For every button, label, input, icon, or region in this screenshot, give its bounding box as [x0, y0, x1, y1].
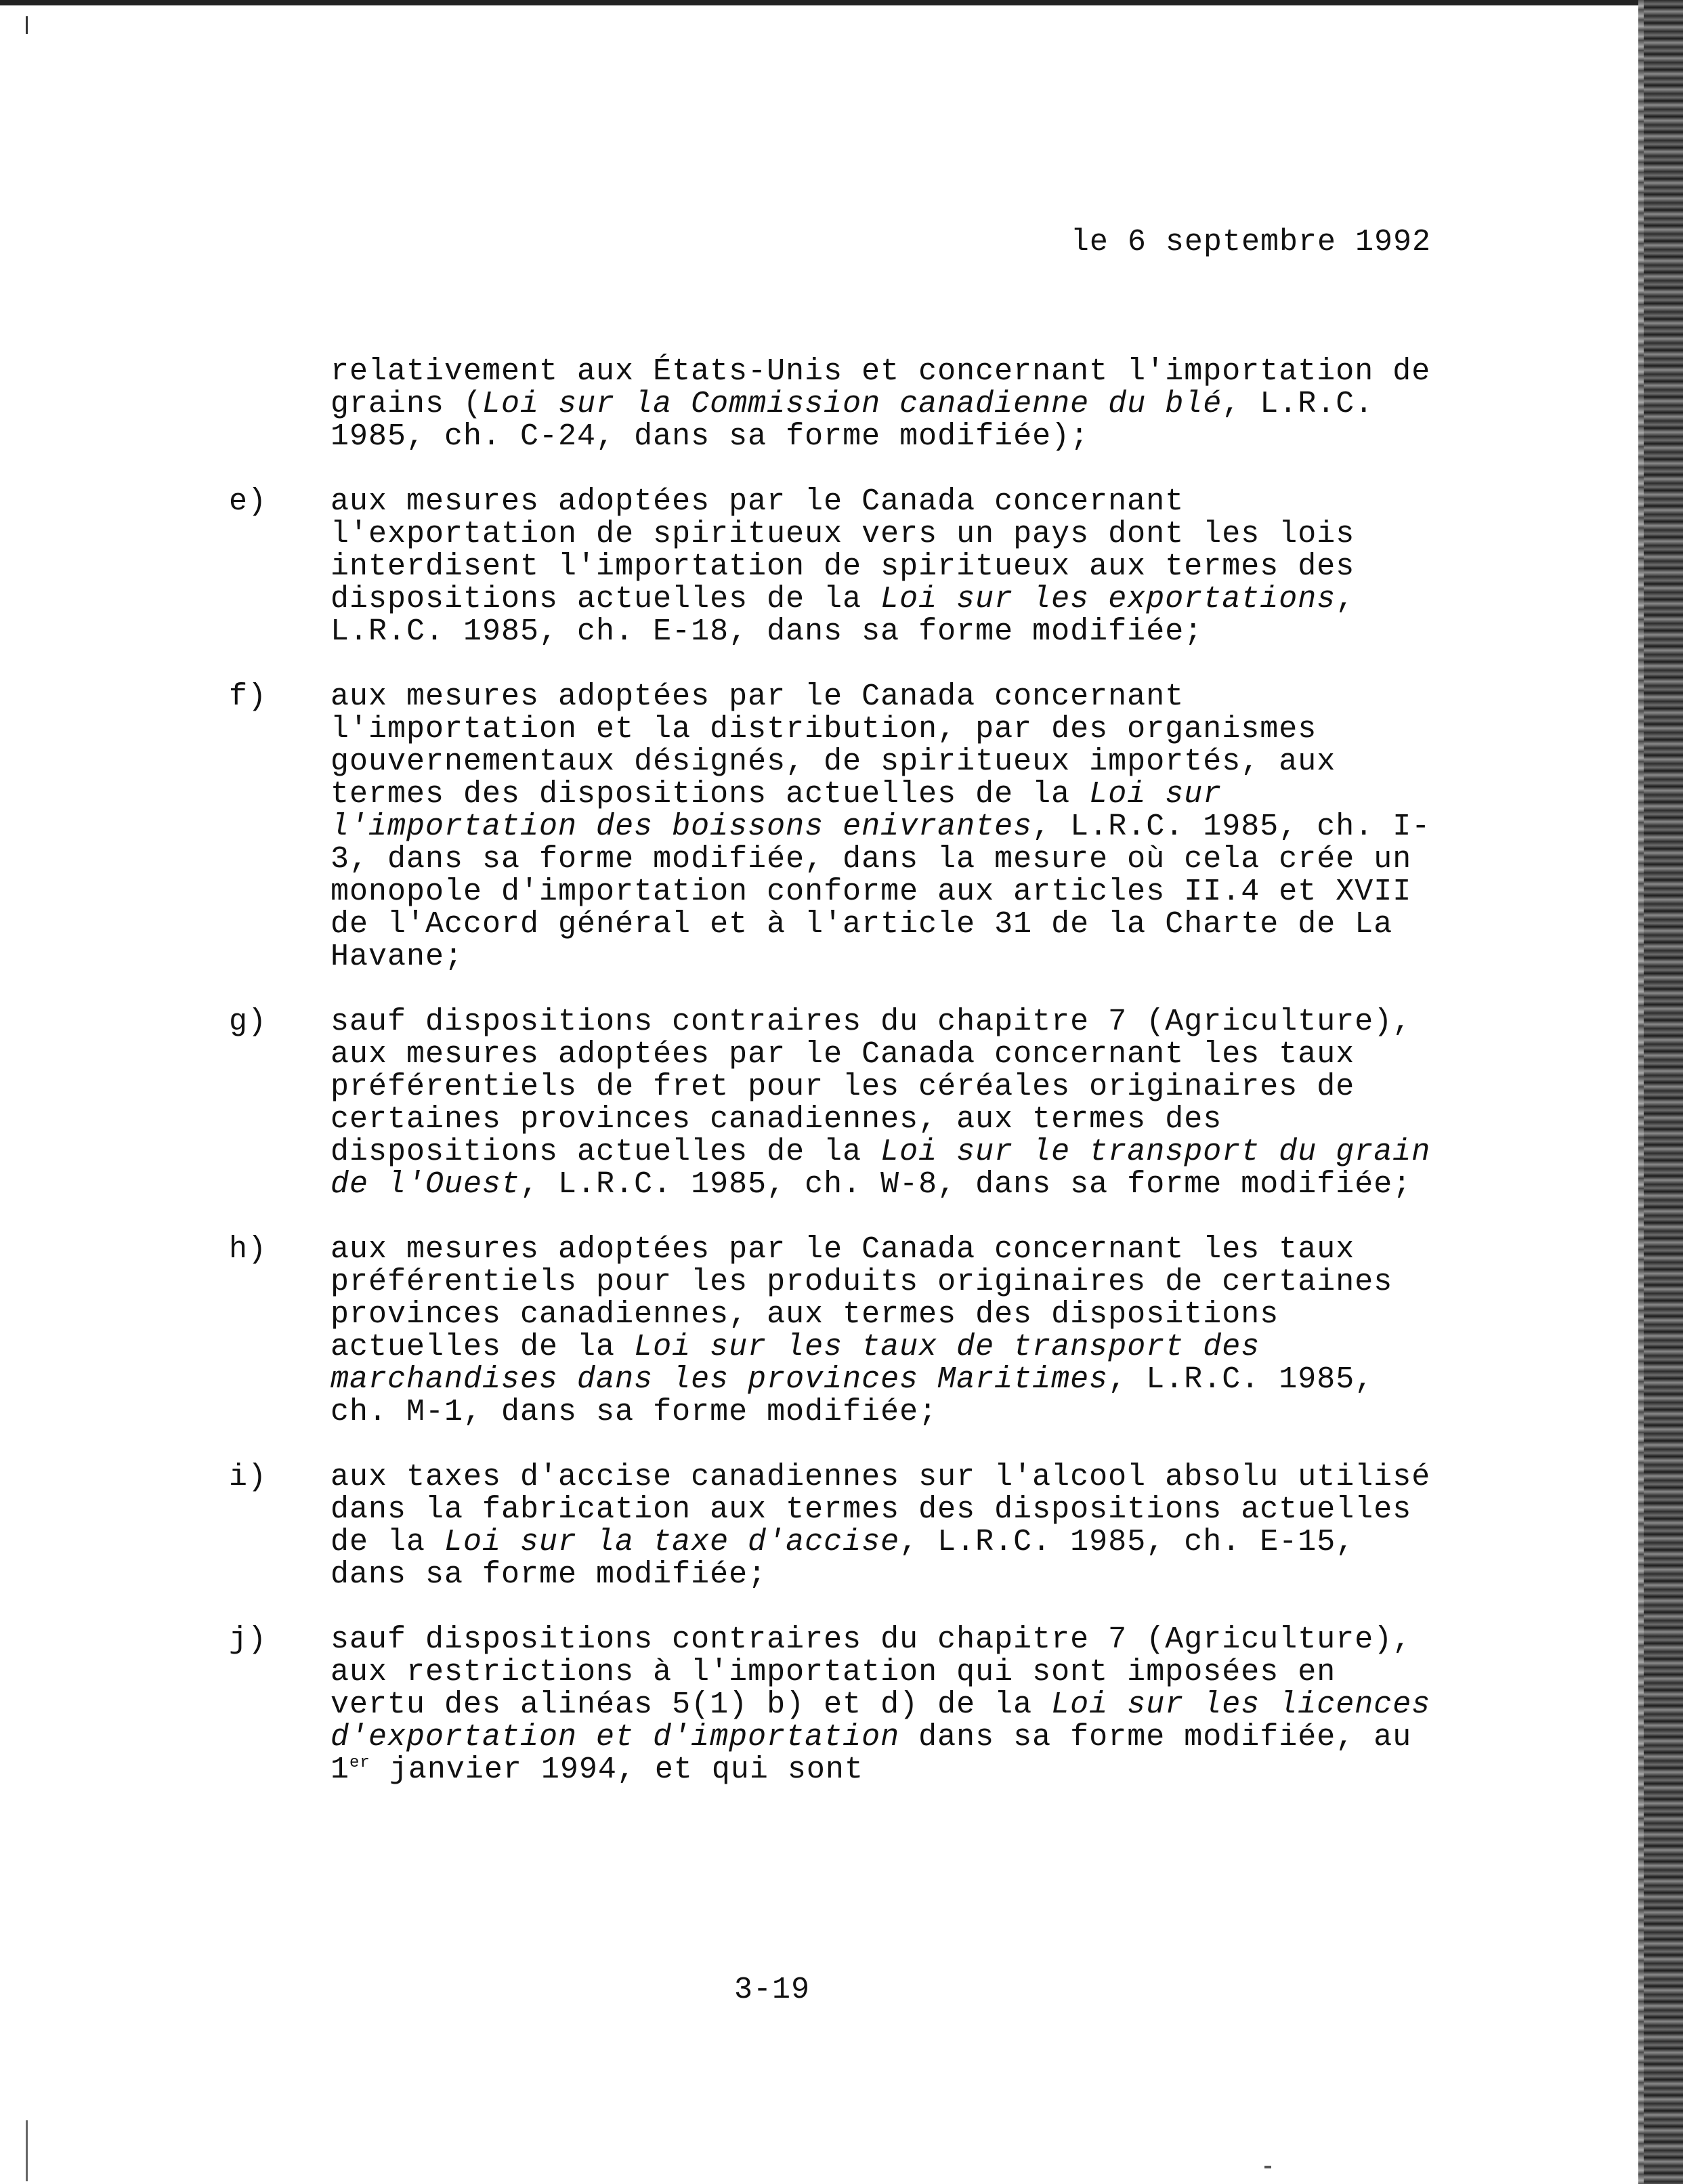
intro-paragraph — [229, 356, 1434, 453]
scan-right-edge-inner — [1638, 0, 1644, 2184]
item-text-part: janvier 1994, et qui sont — [370, 1752, 864, 1787]
item-text-part: dans sa forme modifiée, au 1 — [331, 1720, 1412, 1787]
item-text — [331, 1624, 1434, 1786]
page-number: 3-19 — [733, 1973, 811, 2007]
item-text-part: , L.R.C. 1985, ch. E-18, dans sa forme modifiée; — [331, 582, 1355, 649]
item-label: g) — [229, 1005, 268, 1039]
item-text-part: , L.R.C. 1985, ch. W-8, dans sa forme modifiée; — [520, 1167, 1412, 1202]
item-text — [331, 1006, 1434, 1201]
intro-text: relativement aux États-Unis et concernant l'importation de grains ( — [331, 354, 1431, 421]
item-text-part: , L.R.C. 1985, ch. M-1, dans sa forme modifiée; — [331, 1362, 1374, 1429]
item-label: j) — [229, 1622, 268, 1657]
item-text — [331, 1234, 1434, 1429]
item-text-part: aux mesures adoptées par le Canada concernant l'importation et la distribution, par des organismes gouvernementaux désignés, de spiritueux importés, aux termes des dispositions actuelles de la — [331, 679, 1336, 812]
scan-mark — [26, 16, 28, 34]
law-title: Loi sur le transport du grain de l'Ouest — [331, 1135, 1431, 1202]
ordinal-suffix: er — [349, 1754, 370, 1772]
scan-right-edge — [1642, 0, 1683, 2184]
law-title: Loi sur la taxe d'accise — [444, 1525, 900, 1559]
item-text-part: , L.R.C. 1985, ch. I-3, dans sa forme modifiée, dans la mesure où cela crée un monopole d'importation conforme aux articles II.4 et XVII de l'Accord général et à l'article 31 de la Charte de La Havane; — [331, 810, 1431, 974]
item-text-part: sauf dispositions contraires du chapitre 7 (Agriculture), aux restrictions à l'importation qui sont imposées en vertu des alinéas 5(1) b) et d) de la — [331, 1622, 1412, 1722]
item-text-part: aux mesures adoptées par le Canada concernant l'exportation de spiritueux vers un pays dont les lois interdisent l'importation de spiritueux aux termes des dispositions actuelles de la — [331, 484, 1355, 616]
list-item-j — [229, 1624, 1434, 1786]
item-text — [331, 1461, 1434, 1591]
law-title: Loi sur l'importation des boissons enivrantes — [331, 777, 1222, 844]
item-label: h) — [229, 1232, 268, 1267]
list-item-h — [229, 1234, 1434, 1429]
item-label: i) — [229, 1460, 268, 1494]
item-text-part: aux mesures adoptées par le Canada concernant les taux préférentiels pour les produits originaires de certaines provinces canadiennes, aux termes des dispositions actuelles de la — [331, 1232, 1393, 1364]
document-body — [229, 356, 1434, 1819]
item-text-part: sauf dispositions contraires du chapitre 7 (Agriculture), aux mesures adoptées par le Canada concernant les taux préférentiels de fret pour les céréales originaires de certaines provinces canadiennes, aux termes des dispositions actuelles de la — [331, 1005, 1412, 1169]
law-title: Loi sur la Commission canadienne du blé — [482, 387, 1222, 421]
list-item-f — [229, 681, 1434, 973]
item-label: f) — [229, 679, 268, 714]
list-item-i — [229, 1461, 1434, 1591]
list-item-g — [229, 1006, 1434, 1201]
law-title: Loi sur les licences d'exportation et d'importation — [331, 1687, 1431, 1755]
item-text-part: aux taxes d'accise canadiennes sur l'alcool absolu utilisé dans la fabrication aux termes des dispositions actuelles de la — [331, 1460, 1431, 1559]
scan-mark — [26, 2120, 28, 2181]
list-item-e — [229, 486, 1434, 648]
scan-top-border — [0, 0, 1653, 5]
scan-mark — [1264, 2166, 1271, 2168]
document-date: le 6 septembre 1992 — [1070, 225, 1431, 259]
item-text — [331, 681, 1434, 973]
item-text — [331, 486, 1434, 648]
law-title: Loi sur les taux de transport des marchandises dans les provinces Maritimes — [331, 1330, 1260, 1397]
item-text-part: , L.R.C. 1985, ch. E-15, dans sa forme modifiée; — [331, 1525, 1355, 1592]
intro-text: , L.R.C. 1985, ch. C-24, dans sa forme modifiée); — [331, 387, 1374, 454]
law-title: Loi sur les exportations — [880, 582, 1336, 616]
item-label: e) — [229, 484, 268, 519]
